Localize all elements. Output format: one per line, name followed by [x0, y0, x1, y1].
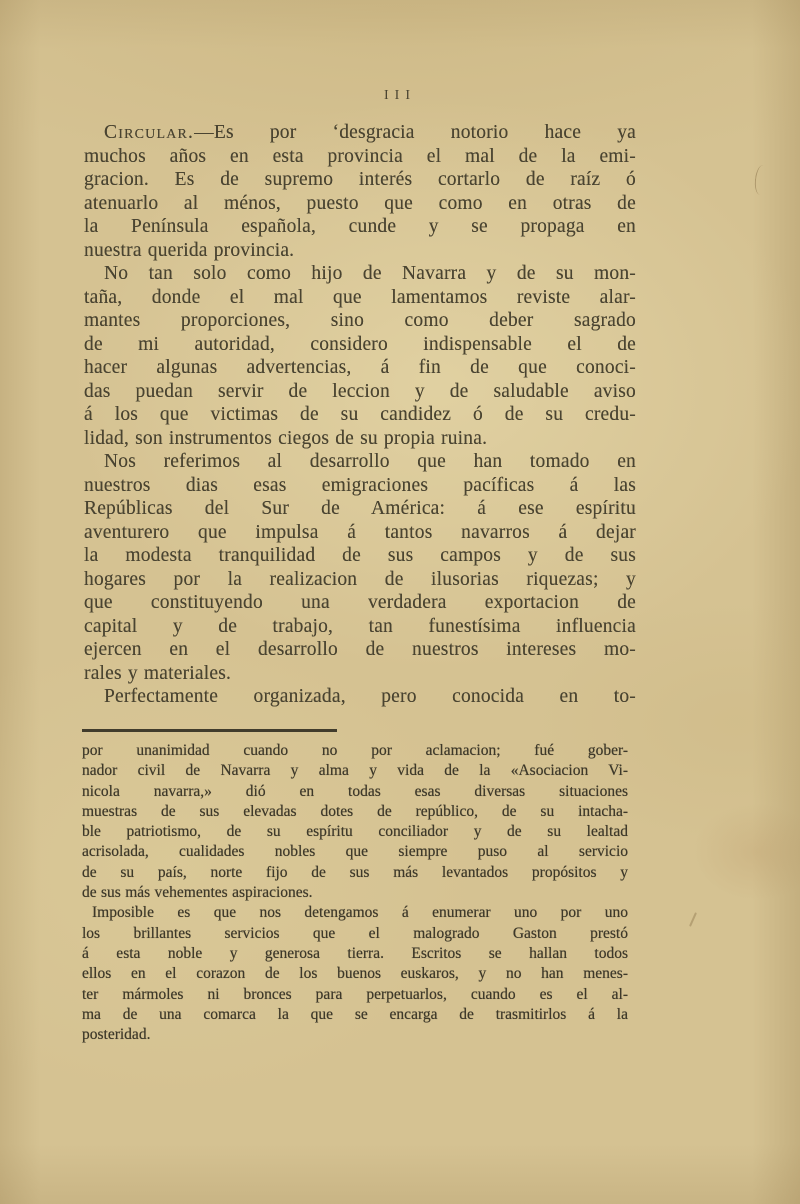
text-line: los brillantes servicios que el malogrado Gaston prestó — [82, 924, 628, 942]
text-line: nuestra querida provincia. — [84, 239, 295, 261]
footnote-separator — [82, 729, 337, 732]
text-line: ter mármoles ni bronces para perpetuarlos, cuando es el al- — [82, 985, 628, 1003]
text-line — [84, 121, 636, 145]
footnote-paragraph — [82, 741, 628, 903]
footnote-paragraph — [82, 903, 628, 1045]
text-line: muestras de sus elevadas dotes de repúblico, de su intacha- — [82, 802, 628, 820]
paragraph — [84, 121, 636, 262]
text-line: muchos años en esta provincia el mal de la emi- — [84, 145, 636, 167]
text-line: Repúblicas del Sur de América: á ese espíritu — [84, 498, 636, 519]
ink-smudge — [689, 912, 697, 927]
text-line: hogares por la realizacion de ilusorias riquezas; y — [84, 568, 636, 590]
text-line: lidad, son instrumentos ciegos de su propia ruina. — [84, 427, 488, 449]
text-line: Nos referimos al desarrollo que han tomado en — [104, 451, 636, 472]
paragraph — [84, 262, 636, 450]
text-line: aventurero que impulsa á tantos navarros á dejar — [84, 521, 636, 543]
text-line: ble patriotismo, de su espíritu conciliador y de su lealtad — [82, 823, 628, 841]
text-line: de sus más vehementes aspiraciones. — [82, 884, 313, 902]
paragraph-lines — [84, 145, 636, 263]
text-line: posteridad. — [82, 1026, 151, 1044]
page-number: III — [384, 88, 416, 103]
lead-rest: —Es por ‘desgracia notorio hace ya — [194, 122, 636, 143]
footnote-text — [82, 741, 628, 1045]
text-line: nicola navarra,» dió en todas esas diversas situaciones — [82, 782, 628, 800]
text-line: por unanimidad cuando no por aclamacion; fué gober- — [82, 742, 628, 759]
paragraph — [84, 685, 636, 709]
main-text — [84, 121, 636, 709]
text-line: la modesta tranquilidad de sus campos y de sus — [84, 545, 636, 566]
text-line: hacer algunas advertencias, á fin de que conoci- — [84, 357, 636, 378]
text-line: de mi autoridad, considero indispensable el de — [84, 333, 636, 355]
text-line: ellos en el corazon de los buenos euskaros, y no han menes- — [82, 965, 628, 983]
text-line: taña, donde el mal que lamentamos reviste alar- — [84, 286, 636, 308]
text-line: á los que victimas de su candidez ó de su credu- — [84, 404, 636, 425]
text-line: rales y materiales. — [84, 662, 232, 684]
text-line: das puedan servir de leccion y de saludable aviso — [84, 380, 636, 402]
text-line: que constituyendo una verdadera exportacion de — [84, 592, 636, 613]
lead-word: Circular. — [104, 122, 195, 143]
text-line: No tan solo como hijo de Navarra y de su mon- — [104, 263, 636, 284]
text-line: la Península española, cunde y se propaga en — [84, 216, 636, 237]
text-line: nuestros dias esas emigraciones pacíficas á las — [84, 474, 636, 496]
text-line: Imposible es que nos detengamos á enumerar uno por uno — [92, 904, 628, 922]
text-line: acrisolada, cualidades nobles que siempre puso al servicio — [82, 843, 628, 861]
text-line: ma de una comarca la que se encarga de trasmitirlos á la — [82, 1005, 628, 1023]
text-line: capital y de trabajo, tan funestísima influencia — [84, 615, 636, 637]
text-line: gracion. Es de supremo interés cortarlo de raíz ó — [84, 169, 636, 190]
text-line: á esta noble y generosa tierra. Escritos se hallan todos — [82, 944, 628, 962]
text-line: nador civil de Navarra y alma y vida de la «Asociacion Vi- — [82, 762, 628, 780]
pen-mark — [753, 164, 769, 195]
paragraph — [84, 450, 636, 685]
text-line: Perfectamente organizada, pero conocida en to- — [104, 686, 636, 707]
text-line: atenuarlo al ménos, puesto que como en otras de — [84, 192, 636, 214]
text-line: ejercen en el desarrollo de nuestros intereses mo- — [84, 639, 636, 660]
text-line: de su país, norte fijo de sus más levantados propósitos y — [82, 863, 628, 881]
text-line: mantes proporciones, sino como deber sagrado — [84, 310, 636, 331]
